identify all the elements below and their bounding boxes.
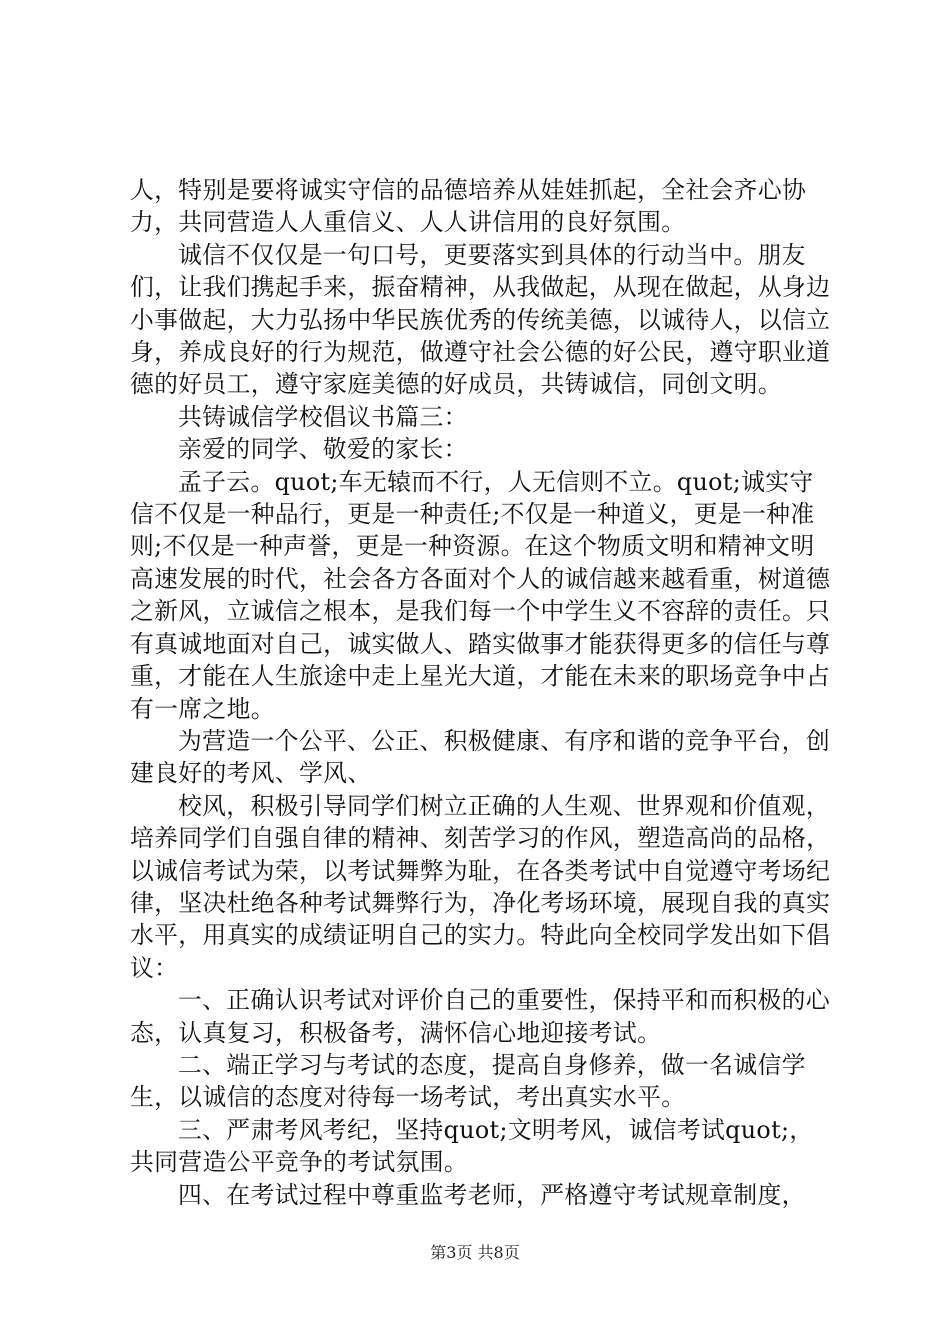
paragraph-mencius: 孟子云。quot;车无辕而不行，人无信则不立。quot;诚实守信不仅是一种品行，更是一种责任;不仅是一种道义，更是一种准则;不仅是一种声誉，更是一种资源。在这个物质文明和精神文明高速发展的时代，社会各方各面对个人的诚信越来越看重，树道德之新风，立诚信之根本，是我们每一个中学生义不容辞的责任。只有真诚地面对自己，诚实做人、踏实做事才能获得更多的信任与尊重，才能在人生旅途中走上星光大道，才能在未来的职场竞争中占有一席之地。 [130, 467, 831, 723]
proposal-item-three: 三、严肃考风考纪，坚持quot;文明考风，诚信考试quot;，共同营造公平竞争的考试氛围。 [130, 1115, 814, 1177]
proposal-item-two: 二、端正学习与考试的态度，提高自身修养，做一名诚信学生，以诚信的态度对待每一场考试，考出真实水平。 [130, 1050, 806, 1112]
proposal-item-four: 四、在考试过程中尊重监考老师，严格遵守考试规章制度， [178, 1180, 806, 1209]
document-body [130, 174, 835, 1211]
salutation: 亲爱的同学、敬爱的家长： [178, 435, 468, 464]
section-heading: 共铸诚信学校倡议书篇三： [178, 402, 468, 431]
paragraph-integrity-call: 诚信不仅仅是一句口号，更要落实到具体的行动当中。朋友们，让我们携起手来，振奋精神，从我做起，从现在做起，从身边小事做起，大力弘扬中华民族优秀的传统美德，以诚待人，以信立身，养成良好的行为规范，做遵守社会公德的好公民，遵守职业道德的好员工，遵守家庭美德的好成员，共铸诚信，同创文明。 [130, 240, 831, 399]
page-footer: 第3页 共8页 [430, 1243, 520, 1262]
paragraph-continuation: 人，特别是要将诚实守信的品德培养从娃娃抓起，全社会齐心协力，共同营造人人重信义、人人讲信用的良好氛围。 [130, 176, 807, 237]
proposal-item-one: 一、正确认识考试对评价自己的重要性，保持平和而积极的心态，认真复习，积极备考，满怀信心地迎接考试。 [130, 986, 830, 1047]
paragraph-fair-platform: 为营造一个公平、公正、积极健康、有序和谐的竞争平台，创建良好的考风、学风、 [130, 726, 830, 788]
paragraph-school-spirit: 校风，积极引导同学们树立正确的人生观、世界观和价值观，培养同学们自强自律的精神、刻苦学习的作风，塑造高尚的品格，以诚信考试为荣，以考试舞弊为耻，在各类考试中自觉遵守考场纪律，坚决杜绝各种考试舞弊行为，净化考场环境，展现自我的真实水平，用真实的成绩证明自己的实力。特此向全校同学发出如下倡议： [130, 791, 831, 982]
